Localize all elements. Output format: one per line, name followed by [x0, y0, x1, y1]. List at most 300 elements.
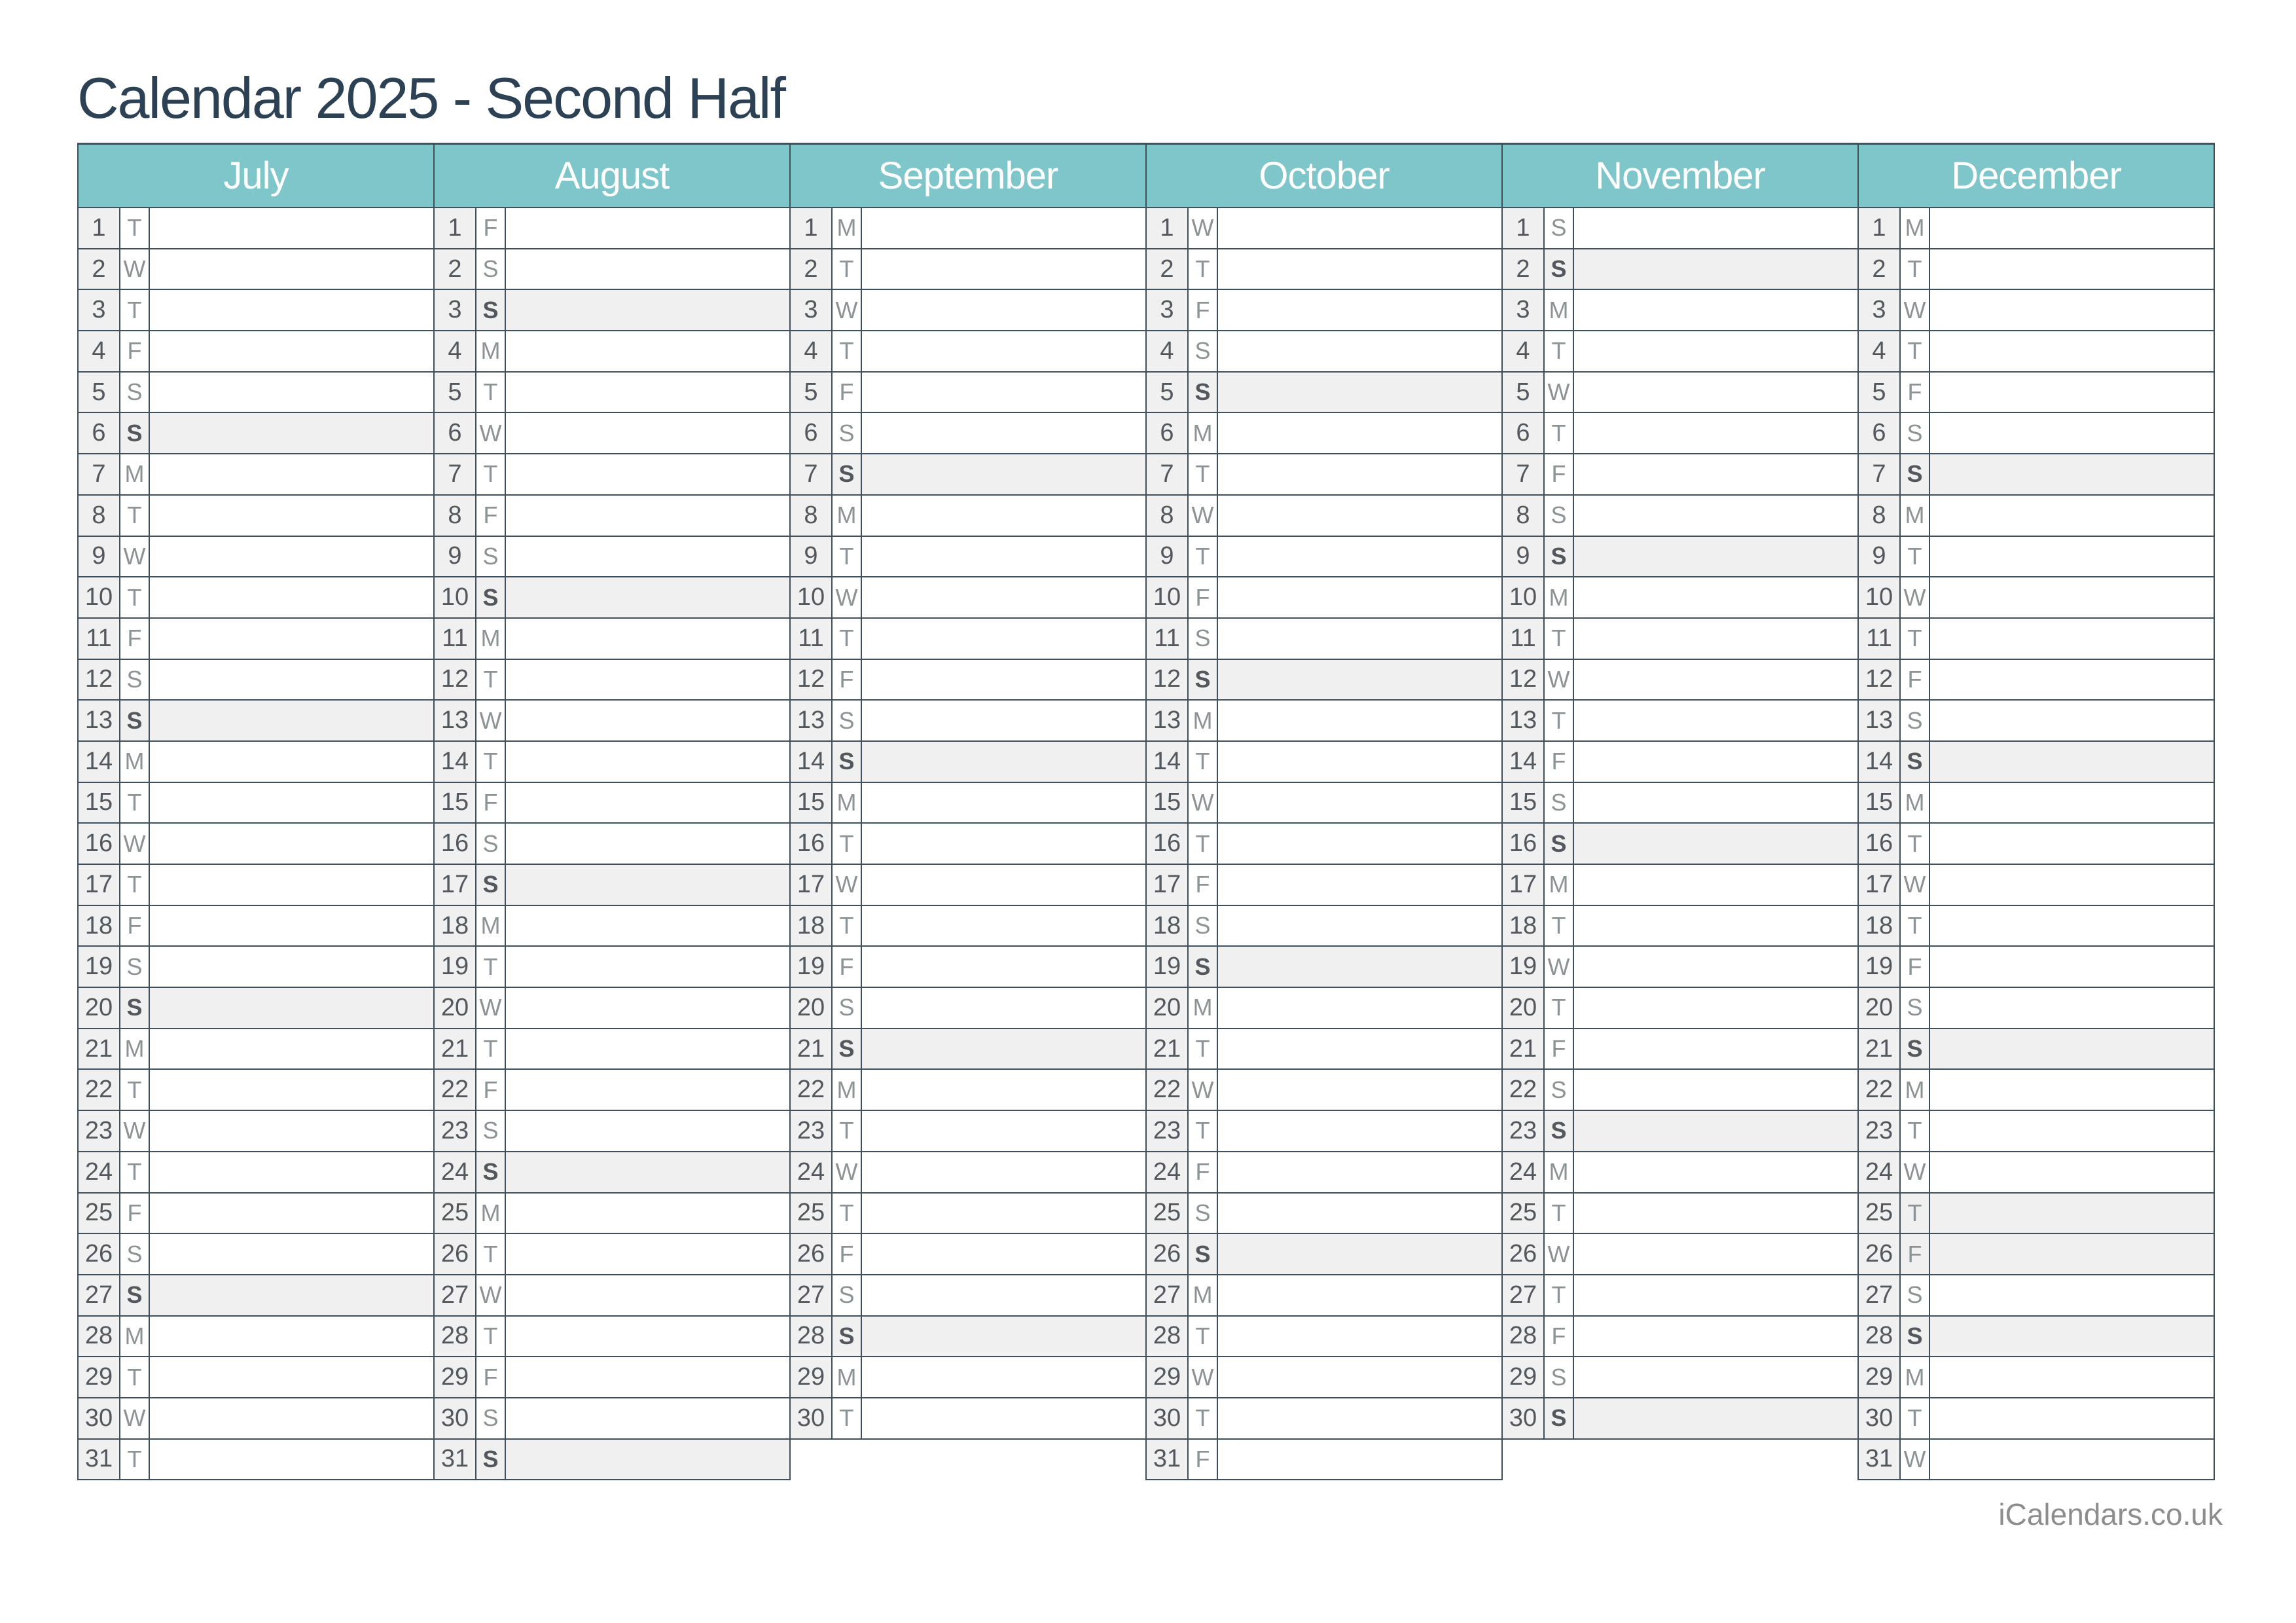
notes-cell: [1218, 865, 1501, 905]
day-number: 26: [1503, 1234, 1545, 1274]
day-number: 9: [1503, 537, 1545, 577]
weekday-letter: T: [1189, 1029, 1218, 1069]
notes-cell: [1930, 331, 2214, 371]
day-row: [1859, 331, 2214, 373]
weekday-letter: S: [1545, 1070, 1574, 1110]
weekday-letter: S: [1901, 988, 1930, 1028]
weekday-letter: T: [476, 454, 506, 494]
notes-cell: [1930, 824, 2214, 864]
weekday-letter: M: [1545, 1152, 1574, 1192]
weekday-letter: T: [1189, 537, 1218, 577]
weekday-letter: M: [120, 1317, 150, 1357]
weekday-letter: F: [120, 619, 150, 659]
weekday-letter: S: [476, 249, 506, 289]
day-row: [1503, 1275, 1857, 1317]
notes-cell: [862, 1194, 1145, 1233]
day-number: 29: [1859, 1357, 1901, 1397]
notes-cell: [1218, 947, 1501, 987]
day-row: [1859, 454, 2214, 496]
day-number: 11: [1503, 619, 1545, 659]
day-row: [791, 537, 1145, 578]
weekday-letter: S: [476, 1111, 506, 1151]
notes-cell: [862, 783, 1145, 823]
day-row: [1503, 988, 1857, 1029]
notes-cell: [862, 947, 1145, 987]
day-row: [435, 1152, 789, 1194]
day-number: 22: [791, 1070, 833, 1110]
weekday-letter: S: [120, 1275, 150, 1315]
day-row: [435, 1275, 789, 1317]
notes-cell: [506, 824, 789, 864]
day-row: [1859, 1070, 2214, 1111]
notes-cell: [1218, 208, 1501, 248]
day-number: 12: [1859, 660, 1901, 700]
day-number: 29: [791, 1357, 833, 1397]
day-number: 10: [1147, 577, 1189, 617]
day-number: 3: [1147, 290, 1189, 330]
day-number: 14: [79, 742, 120, 782]
notes-cell: [1218, 824, 1501, 864]
day-row: [1859, 496, 2214, 537]
day-number: 19: [435, 947, 476, 987]
notes-cell: [862, 1357, 1145, 1397]
day-number: 24: [1503, 1152, 1545, 1192]
weekday-letter: T: [833, 1398, 862, 1438]
weekday-letter: W: [1189, 1070, 1218, 1110]
day-row: [1503, 865, 1857, 906]
day-number: 8: [1503, 496, 1545, 536]
weekday-letter: S: [833, 1317, 862, 1357]
day-number: 31: [1859, 1440, 1901, 1480]
day-row: [1147, 1194, 1501, 1235]
day-row: [1859, 208, 2214, 249]
day-row: [791, 1275, 1145, 1317]
weekday-letter: W: [1189, 1357, 1218, 1397]
notes-cell: [1574, 208, 1857, 248]
notes-cell: [862, 1152, 1145, 1192]
notes-cell: [1574, 1317, 1857, 1357]
day-row: [1859, 865, 2214, 906]
notes-cell: [862, 824, 1145, 864]
weekday-letter: M: [476, 619, 506, 659]
month-column-december: [1857, 143, 2215, 1480]
weekday-letter: S: [1545, 537, 1574, 577]
weekday-letter: S: [120, 701, 150, 740]
weekday-letter: F: [833, 947, 862, 987]
day-number: 29: [1503, 1357, 1545, 1397]
weekday-letter: T: [1901, 906, 1930, 946]
day-number: 25: [435, 1194, 476, 1233]
notes-cell: [506, 537, 789, 577]
day-number: 28: [1147, 1317, 1189, 1357]
notes-cell: [1218, 660, 1501, 700]
day-row: [435, 249, 789, 291]
day-row: [1503, 1111, 1857, 1152]
day-number: 17: [435, 865, 476, 905]
day-number: 16: [435, 824, 476, 864]
weekday-letter: M: [833, 208, 862, 248]
notes-cell: [1930, 1234, 2214, 1274]
day-number: 19: [791, 947, 833, 987]
weekday-letter: F: [476, 783, 506, 823]
day-number: 25: [79, 1194, 120, 1233]
notes-cell: [1218, 290, 1501, 330]
weekday-letter: F: [476, 208, 506, 248]
day-number: 2: [435, 249, 476, 289]
notes-cell: [1930, 1029, 2214, 1069]
day-number: 8: [1859, 496, 1901, 536]
month-rows: [435, 208, 789, 1480]
day-row: [791, 865, 1145, 906]
day-row: [435, 701, 789, 742]
notes-cell: [1218, 373, 1501, 412]
notes-cell: [1218, 1029, 1501, 1069]
weekday-letter: T: [833, 1111, 862, 1151]
day-number: 27: [1859, 1275, 1901, 1315]
day-row: [79, 537, 433, 578]
day-number: 14: [1503, 742, 1545, 782]
notes-cell: [1930, 1111, 2214, 1151]
notes-cell: [150, 373, 433, 412]
notes-cell: [1930, 701, 2214, 740]
day-number: 6: [435, 413, 476, 453]
weekday-letter: T: [1901, 1194, 1930, 1233]
day-row: [1147, 824, 1501, 865]
day-number: 11: [1147, 619, 1189, 659]
day-number: 14: [791, 742, 833, 782]
notes-cell: [506, 619, 789, 659]
day-row: [435, 577, 789, 619]
notes-cell: [862, 660, 1145, 700]
weekday-letter: M: [833, 1070, 862, 1110]
weekday-letter: T: [120, 1440, 150, 1480]
weekday-letter: S: [476, 1398, 506, 1438]
day-row: [435, 1070, 789, 1111]
notes-cell: [506, 1029, 789, 1069]
weekday-letter: F: [1901, 1234, 1930, 1274]
notes-cell: [1574, 537, 1857, 577]
day-number: 22: [79, 1070, 120, 1110]
day-row: [79, 249, 433, 291]
day-number: 1: [1503, 208, 1545, 248]
notes-cell: [506, 1317, 789, 1357]
day-row: [79, 619, 433, 660]
day-row: [79, 824, 433, 865]
notes-cell: [506, 331, 789, 371]
weekday-letter: S: [1189, 1194, 1218, 1233]
day-number: 15: [1503, 783, 1545, 823]
day-row: [1147, 1357, 1501, 1398]
day-row: [79, 1317, 433, 1358]
weekday-letter: M: [833, 496, 862, 536]
day-row: [791, 413, 1145, 454]
notes-cell: [862, 1029, 1145, 1069]
notes-cell: [506, 865, 789, 905]
day-number: 11: [1859, 619, 1901, 659]
day-number: 12: [1147, 660, 1189, 700]
day-number: 26: [1859, 1234, 1901, 1274]
month-rows: [1147, 208, 1501, 1480]
day-number: 3: [435, 290, 476, 330]
day-number: 28: [1503, 1317, 1545, 1357]
day-row: [1503, 947, 1857, 988]
weekday-letter: M: [1189, 413, 1218, 453]
notes-cell: [150, 1398, 433, 1438]
day-number: 30: [791, 1398, 833, 1438]
day-number: 27: [79, 1275, 120, 1315]
day-number: 26: [791, 1234, 833, 1274]
weekday-letter: T: [476, 1029, 506, 1069]
notes-cell: [1574, 865, 1857, 905]
day-row: [1503, 1357, 1857, 1398]
day-row: [1503, 577, 1857, 619]
day-row: [1503, 373, 1857, 414]
day-row: [1147, 249, 1501, 291]
notes-cell: [1930, 1357, 2214, 1397]
day-number: 16: [1503, 824, 1545, 864]
day-number: 23: [1147, 1111, 1189, 1151]
day-row: [1503, 701, 1857, 742]
weekday-letter: S: [1189, 906, 1218, 946]
day-number: 30: [1859, 1398, 1901, 1438]
notes-cell: [1930, 249, 2214, 289]
day-number: 11: [791, 619, 833, 659]
notes-cell: [150, 577, 433, 617]
weekday-letter: W: [476, 1275, 506, 1315]
calendar-table: [77, 143, 2215, 1480]
weekday-letter: T: [833, 906, 862, 946]
day-number: 17: [1859, 865, 1901, 905]
weekday-letter: M: [120, 1029, 150, 1069]
day-number: 16: [791, 824, 833, 864]
weekday-letter: S: [833, 988, 862, 1028]
day-row: [1147, 577, 1501, 619]
day-number: 18: [1859, 906, 1901, 946]
month-header: December: [1859, 145, 2214, 208]
notes-cell: [862, 290, 1145, 330]
weekday-letter: S: [120, 1234, 150, 1274]
day-row: [435, 1440, 789, 1481]
notes-cell: [150, 1357, 433, 1397]
weekday-letter: S: [1189, 947, 1218, 987]
day-number: 14: [435, 742, 476, 782]
day-number: 19: [1147, 947, 1189, 987]
day-row: [435, 783, 789, 824]
notes-cell: [1930, 1275, 2214, 1315]
notes-cell: [506, 660, 789, 700]
day-number: 21: [791, 1029, 833, 1069]
month-column-september: [789, 143, 1147, 1440]
day-row: [791, 249, 1145, 291]
notes-cell: [862, 454, 1145, 494]
weekday-letter: S: [476, 1440, 506, 1480]
notes-cell: [1574, 1234, 1857, 1274]
weekday-letter: T: [476, 947, 506, 987]
weekday-letter: M: [833, 1357, 862, 1397]
weekday-letter: F: [476, 496, 506, 536]
day-row: [435, 906, 789, 947]
notes-cell: [862, 1398, 1145, 1438]
day-row: [435, 1234, 789, 1275]
notes-cell: [506, 373, 789, 412]
day-row: [1503, 413, 1857, 454]
day-row: [1859, 249, 2214, 291]
weekday-letter: W: [833, 865, 862, 905]
day-row: [1859, 413, 2214, 454]
notes-cell: [150, 701, 433, 740]
day-row: [1859, 824, 2214, 865]
notes-cell: [150, 1194, 433, 1233]
day-row: [79, 1111, 433, 1152]
day-row: [1503, 1317, 1857, 1358]
day-number: 4: [435, 331, 476, 371]
notes-cell: [506, 1440, 789, 1480]
notes-cell: [1930, 742, 2214, 782]
notes-cell: [1574, 1194, 1857, 1233]
day-row: [791, 742, 1145, 783]
day-number: 12: [79, 660, 120, 700]
month-header: November: [1503, 145, 1857, 208]
day-row: [791, 660, 1145, 701]
day-row: [1859, 906, 2214, 947]
day-row: [1859, 373, 2214, 414]
notes-cell: [150, 1070, 433, 1110]
day-number: 30: [1503, 1398, 1545, 1438]
day-row: [435, 947, 789, 988]
day-row: [1503, 1070, 1857, 1111]
day-number: 20: [79, 988, 120, 1028]
weekday-letter: T: [1189, 249, 1218, 289]
weekday-letter: T: [1189, 824, 1218, 864]
notes-cell: [862, 577, 1145, 617]
day-number: 1: [79, 208, 120, 248]
weekday-letter: S: [1901, 1317, 1930, 1357]
day-row: [435, 208, 789, 249]
weekday-letter: M: [476, 906, 506, 946]
day-number: 3: [1859, 290, 1901, 330]
weekday-letter: S: [476, 290, 506, 330]
weekday-letter: T: [476, 742, 506, 782]
weekday-letter: F: [120, 331, 150, 371]
weekday-letter: W: [1189, 208, 1218, 248]
notes-cell: [1218, 1317, 1501, 1357]
day-row: [1503, 208, 1857, 249]
day-row: [435, 865, 789, 906]
notes-cell: [1574, 577, 1857, 617]
day-number: 26: [79, 1234, 120, 1274]
notes-cell: [1218, 1275, 1501, 1315]
notes-cell: [1574, 619, 1857, 659]
day-number: 23: [435, 1111, 476, 1151]
day-row: [79, 1234, 433, 1275]
day-number: 7: [791, 454, 833, 494]
weekday-letter: T: [1189, 1317, 1218, 1357]
notes-cell: [1218, 619, 1501, 659]
day-number: 11: [435, 619, 476, 659]
weekday-letter: S: [1545, 1111, 1574, 1151]
page-title: Calendar 2025 - Second Half: [77, 65, 785, 130]
day-number: 27: [435, 1275, 476, 1315]
notes-cell: [1574, 1398, 1857, 1438]
day-number: 9: [791, 537, 833, 577]
day-number: 5: [1503, 373, 1545, 412]
weekday-letter: T: [1901, 537, 1930, 577]
day-row: [435, 1317, 789, 1358]
day-row: [791, 577, 1145, 619]
day-number: 3: [1503, 290, 1545, 330]
weekday-letter: W: [120, 537, 150, 577]
weekday-letter: T: [120, 865, 150, 905]
notes-cell: [150, 249, 433, 289]
notes-cell: [1574, 373, 1857, 412]
notes-cell: [150, 331, 433, 371]
day-number: 31: [1147, 1440, 1189, 1480]
weekday-letter: M: [476, 1194, 506, 1233]
month-rows: [791, 208, 1145, 1440]
day-row: [1859, 1111, 2214, 1152]
notes-cell: [1930, 1070, 2214, 1110]
weekday-letter: M: [1901, 1357, 1930, 1397]
weekday-letter: W: [1545, 947, 1574, 987]
day-row: [1503, 290, 1857, 331]
day-row: [1147, 331, 1501, 373]
notes-cell: [150, 1440, 433, 1480]
weekday-letter: M: [476, 331, 506, 371]
day-row: [79, 660, 433, 701]
notes-cell: [506, 496, 789, 536]
weekday-letter: S: [1189, 331, 1218, 371]
day-number: 18: [79, 906, 120, 946]
day-number: 24: [1147, 1152, 1189, 1192]
weekday-letter: S: [476, 865, 506, 905]
day-number: 6: [791, 413, 833, 453]
weekday-letter: M: [1901, 496, 1930, 536]
notes-cell: [1574, 413, 1857, 453]
weekday-letter: W: [1545, 660, 1574, 700]
day-row: [435, 454, 789, 496]
notes-cell: [150, 988, 433, 1028]
day-row: [79, 454, 433, 496]
day-row: [1859, 783, 2214, 824]
weekday-letter: S: [1189, 660, 1218, 700]
notes-cell: [862, 619, 1145, 659]
notes-cell: [1930, 660, 2214, 700]
month-rows: [1503, 208, 1857, 1440]
day-row: [1147, 619, 1501, 660]
notes-cell: [150, 290, 433, 330]
day-row: [1503, 660, 1857, 701]
notes-cell: [1218, 1440, 1501, 1480]
day-row: [1503, 619, 1857, 660]
weekday-letter: S: [1901, 742, 1930, 782]
day-row: [1147, 865, 1501, 906]
day-number: 18: [1147, 906, 1189, 946]
weekday-letter: T: [120, 208, 150, 248]
notes-cell: [1930, 1152, 2214, 1192]
weekday-letter: T: [120, 1070, 150, 1110]
weekday-letter: S: [1545, 208, 1574, 248]
weekday-letter: S: [120, 413, 150, 453]
weekday-letter: S: [1901, 701, 1930, 740]
day-row: [791, 988, 1145, 1029]
notes-cell: [506, 988, 789, 1028]
day-number: 8: [1147, 496, 1189, 536]
day-row: [1859, 947, 2214, 988]
weekday-letter: S: [833, 701, 862, 740]
weekday-letter: F: [1189, 1152, 1218, 1192]
notes-cell: [150, 660, 433, 700]
weekday-letter: T: [1901, 1111, 1930, 1151]
